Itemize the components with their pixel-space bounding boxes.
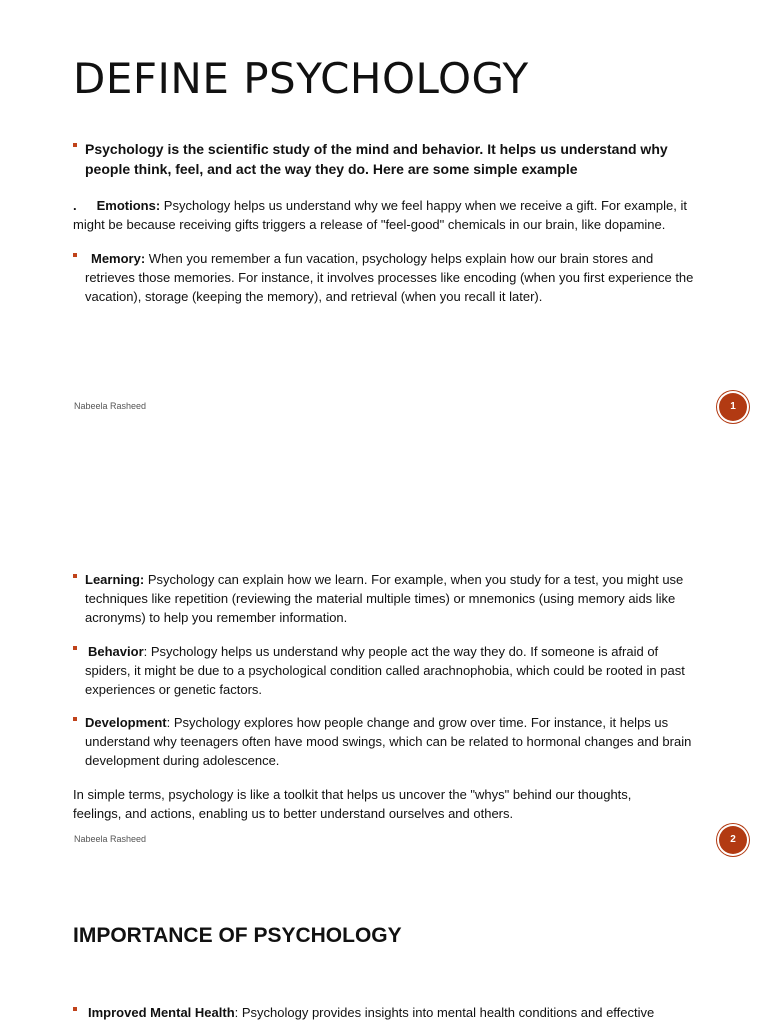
- mental-health-label: Improved Mental Health: [88, 1005, 235, 1020]
- summary-paragraph: In simple terms, psychology is like a toolkit that helps us uncover the "whys" behind our thoughts, feelings, and actions, enabling us to better understand ourselves and others.: [73, 787, 632, 821]
- memory-text: When you remember a fun vacation, psychology helps explain how our brain stores and retrieves those memories. For instance, it involves processes like encoding (when you first experience the vacation), storage (keeping the memory), and retrieval (when you recall it later).: [85, 251, 694, 304]
- learning-label: Learning:: [85, 572, 145, 587]
- slide-1: [0, 0, 768, 432]
- emotions-label: Emotions:: [96, 198, 161, 213]
- mental-health-text: : Psychology provides insights into mental health conditions and effective: [234, 1005, 655, 1020]
- memory-bullet: [73, 249, 705, 306]
- slide-title: DEFINE PSYCHOLOGY: [73, 54, 529, 103]
- bullet-marker: [73, 253, 77, 257]
- behavior-bullet: [73, 642, 705, 699]
- lead-text: Psychology is the scientific study of the mind and behavior. It helps us understand why people think, feel, and act the way they do. Here are some simple example: [85, 141, 668, 177]
- lead-bullet: [73, 139, 705, 179]
- behavior-label: Behavior: [88, 644, 144, 659]
- slide-2: [0, 432, 768, 864]
- slide-title: IMPORTANCE OF PSYCHOLOGY: [73, 924, 402, 947]
- emotions-marker: .: [73, 198, 77, 213]
- page-number-badge: 2: [719, 826, 747, 854]
- mental-health-bullet: [73, 1003, 745, 1022]
- bullet-marker: [73, 143, 77, 147]
- emotions-text: Psychology helps us understand why we feel happy when we receive a gift. For example, it might be because receiving gifts triggers a release of "feel-good" chemicals in our brain, like dopamine.: [73, 198, 687, 232]
- bullet-marker: [73, 1007, 77, 1011]
- footer-author: Nabeela Rasheed: [74, 401, 147, 411]
- footer-author: Nabeela Rasheed: [74, 834, 147, 844]
- memory-label: Memory:: [91, 251, 146, 266]
- learning-bullet: [73, 570, 705, 627]
- development-bullet: [73, 713, 705, 770]
- learning-text: Psychology can explain how we learn. For example, when you study for a test, you might use techniques like repetition (reviewing the material multiple times) or mnemonics (using memory aids like acronyms) to help you remember information.: [85, 572, 684, 625]
- page-number-badge: 1: [719, 393, 747, 421]
- slide-3: [0, 864, 768, 1024]
- behavior-text: : Psychology helps us understand why people act the way they do. If someone is afraid of spiders, it might be due to a psychological condition called arachnophobia, which could be rooted in past experiences or genetic factors.: [85, 644, 685, 697]
- bullet-marker: [73, 574, 77, 578]
- bullet-marker: [73, 717, 77, 721]
- emotions-paragraph: [73, 196, 693, 234]
- bullet-marker: [73, 646, 77, 650]
- development-text: : Psychology explores how people change and grow over time. For instance, it helps us understand why teenagers often have mood swings, which can be related to hormonal changes and brain development during adolescence.: [85, 715, 692, 768]
- development-label: Development: [85, 715, 167, 730]
